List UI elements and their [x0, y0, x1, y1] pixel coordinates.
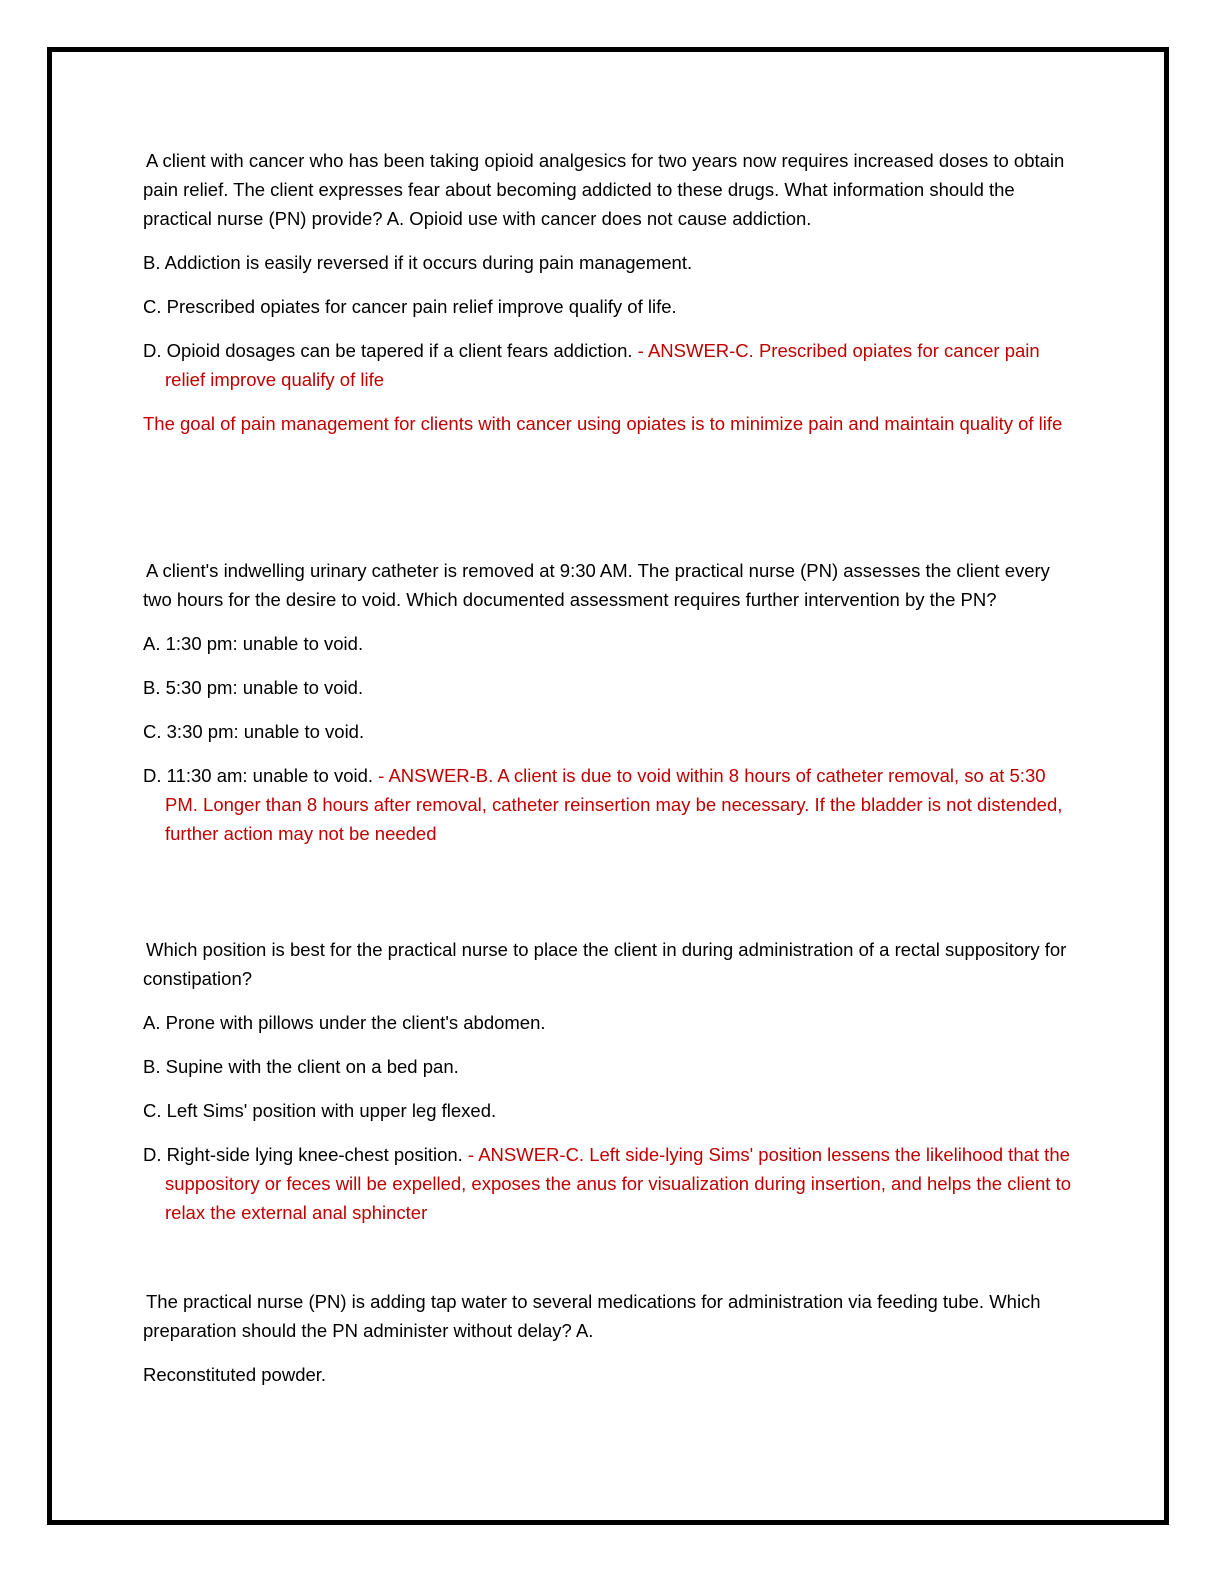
option-d: D. Right-side lying knee-chest position.: [143, 1144, 463, 1165]
option-d-with-answer: [143, 1140, 1073, 1227]
option-c: C. Prescribed opiates for cancer pain relief improve qualify of life.: [143, 296, 677, 317]
question-stem: Which position is best for the practical nurse to place the client in during administration of a rectal suppository for constipation?: [143, 939, 1067, 989]
question-3: [143, 935, 1073, 1227]
rationale: The goal of pain management for clients with cancer using opiates is to minimize pain and maintain quality of life: [143, 413, 1063, 434]
question-stem: The practical nurse (PN) is adding tap water to several medications for administration via feeding tube. Which preparation should the PN administer without delay? A.: [143, 1291, 1041, 1341]
answer-text: - ANSWER-B. A client is due to void within 8 hours of catheter removal, so at 5:30 PM. Longer than 8 hours after removal, catheter reinsertion may be necessary. If the bladder is not distended, further action may not be needed: [165, 765, 1063, 844]
option-c: C. Left Sims' position with upper leg flexed.: [143, 1100, 497, 1121]
answer-text: - ANSWER-C. Left side-lying Sims' position lessens the likelihood that the suppository or feces will be expelled, exposes the anus for visualization during insertion, and helps the client to relax the external anal sphincter: [165, 1144, 1071, 1223]
question-stem: A client's indwelling urinary catheter is removed at 9:30 AM. The practical nurse (PN) assesses the client every two hours for the desire to void. Which documented assessment requires further intervention by the PN?: [143, 560, 1050, 610]
option-a: A. Prone with pillows under the client's abdomen.: [143, 1012, 546, 1033]
option-d: D. Opioid dosages can be tapered if a client fears addiction.: [143, 340, 633, 361]
question-4: [143, 1287, 1073, 1389]
option-b: B. Addiction is easily reversed if it occurs during pain management.: [143, 252, 693, 273]
option-c: C. 3:30 pm: unable to void.: [143, 721, 365, 742]
question-2: [143, 556, 1073, 848]
question-1: [143, 146, 1073, 438]
answer-text: - ANSWER-C. Prescribed opiates for cancer pain relief improve qualify of life: [165, 340, 1040, 390]
option-a: Reconstituted powder.: [143, 1364, 327, 1385]
option-b: B. 5:30 pm: unable to void.: [143, 677, 364, 698]
question-stem: A client with cancer who has been taking opioid analgesics for two years now requires increased doses to obtain pain relief. The client expresses fear about becoming addicted to these drugs. What information should the practical nurse (PN) provide? A. Opioid use with cancer does not cause addiction.: [143, 150, 1065, 229]
option-d-with-answer: [143, 336, 1073, 394]
option-b: B. Supine with the client on a bed pan.: [143, 1056, 459, 1077]
option-a: A. 1:30 pm: unable to void.: [143, 633, 364, 654]
option-d: D. 11:30 am: unable to void.: [143, 765, 374, 786]
option-d-with-answer: [143, 761, 1073, 848]
